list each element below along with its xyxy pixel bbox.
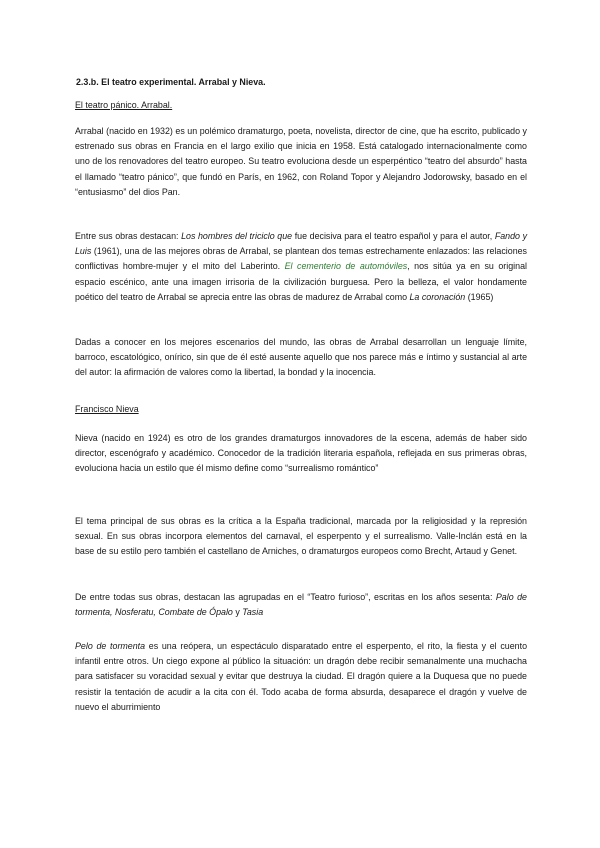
work-title: Pelo de tormenta: [75, 641, 146, 651]
text-run: y: [232, 607, 243, 618]
work-title: La coronación: [409, 291, 466, 302]
paragraph-nieva-bio: Nieva (nacido en 1924) es otro de los grandes dramaturgos innovadores de la escena, además de haber sido director, escenógrafo y académico. Conocedor de la tradición literaria española, reflejada en sus primeras obras, evoluciona hacia un estilo que él mismo define como “surrealismo romántico”: [75, 433, 527, 474]
subheading-arrabal: El teatro pánico. Arrabal.: [75, 100, 173, 110]
text-run: Entre sus obras destacan:: [75, 231, 182, 241]
work-title: Palo de tormenta, Nosferatu, Combate de Ópalo: [75, 592, 527, 618]
subheading-nieva: Francisco Nieva: [75, 404, 139, 414]
text-run: es una reópera, un espectáculo disparatado entre el esperpento, el rito, la fiesta y el cuento infantil entre otros. Un ciego expone al público la situación: un dragón debe recibir semanalmente una muchacha para satisfacer su voracidad sexual y evitar que destruya la ciudad. El dragón quiere a la Duquesa que no puede resistir la tentación de acudir a la cita con él. Todo acaba de forma absurda, desaparece el dragón y vuelve de nuevo el aburrimiento: [75, 641, 528, 712]
work-title: Los hombres del triciclo que: [181, 231, 293, 241]
text-run: fue decisiva para el teatro español y para el autor,: [292, 231, 495, 241]
work-title: Fando y Luis: [75, 231, 528, 257]
paragraph-arrabal-bio: Arrabal (nacido en 1932) es un polémico dramaturgo, poeta, novelista, director de cine, que ha escrito, publicado y estrenado sus obras en Francia en el largo exilio que inicia en 1958. Está catalogado internacionalmente como uno de los renovadores del teatro europeo. Su teatro evoluciona desde un esperpéntico “teatro del absurdo” hasta el llamado “teatro pánico”, que fundó en París, en 1962, con Roland Topor y Alejandro Jodorowsky, basado en el “entusiasmo” del dios Pan.: [75, 126, 527, 197]
text-run: (1961), una de las mejores obras de Arrabal, se plantean dos temas estrechamente enlazados: las relaciones conflictivas hombre-mujer y el mito del Laberinto.: [75, 246, 527, 272]
work-title: Tasia: [242, 607, 264, 618]
text-run: De entre todas sus obras, destacan las agrupadas en el “Teatro furioso”, escritas en los años sesenta:: [75, 592, 496, 602]
section-heading: 2.3.b. El teatro experimental. Arrabal y Nieva.: [76, 77, 266, 87]
paragraph-arrabal-stages: Dadas a conocer en los mejores escenarios del mundo, las obras de Arrabal desarrollan un lenguaje límite, barroco, escatológico, onírico, sin que de él esté ausente aquello que nos parece más e íntimo y sustancial al arte del autor: la afirmación de valores como la libertad, la bondad y la inocencia.: [75, 337, 527, 378]
paragraph-pelo-de-tormenta: [75, 633, 527, 715]
text-run: (1965): [465, 291, 494, 302]
paragraph-arrabal-works: [75, 223, 527, 305]
text-run: , nos sitúa ya en su original espacio escénico, ante una imagen irrisoria de la civilización burguesa. Pero la belleza, el valor hondamente poético del teatro de Arrabal se aprecia entre las obras de madurez de Arrabal como: [75, 261, 527, 302]
work-title: El cementerio de automóviles: [284, 261, 408, 272]
paragraph-nieva-theme: El tema principal de sus obras es la crítica a la España tradicional, marcada por la religiosidad y la represión sexual. En sus obras incorpora elementos del carnaval, el esperpento y el surrealismo. Valle-Inclán está en la base de su estilo pero también el castellano de Arniches, o dramaturgos europeos como Brecht, Artaud y Genet.: [75, 516, 527, 557]
paragraph-nieva-works: [75, 584, 527, 620]
